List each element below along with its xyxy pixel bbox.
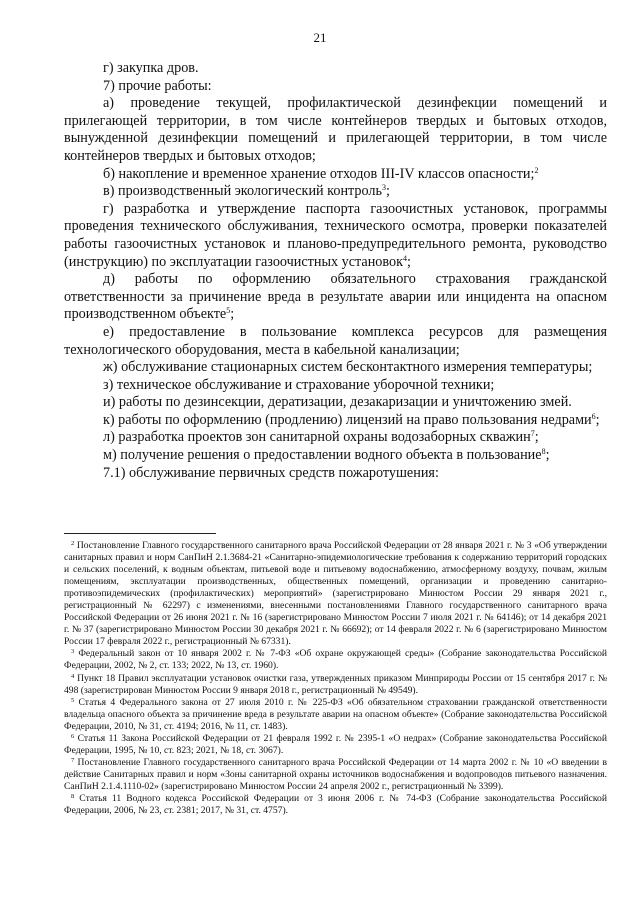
footnote-number: 8 <box>71 792 75 800</box>
footnote-number: 3 <box>71 648 75 656</box>
paragraph-item-k: к) работы по оформлению (продлению) лицензий на право пользования недрами$^6$; <box>103 411 600 428</box>
paragraph-item-v: в) производственный экологический контроль$^3$; <box>103 183 390 200</box>
paragraph-item-zh: ж) обслуживание стационарных систем бесконтактного измерения температуры; <box>103 359 593 376</box>
page-number: 21 <box>313 30 327 45</box>
footnote-number: 6 <box>71 732 75 740</box>
footnote-ref: 3 <box>381 183 386 193</box>
paragraph-item-m: м) получение решения о предоставлении водного объекта в пользование$^8$; <box>103 447 550 464</box>
footnote-item: $^8$ Статья 11 Водного кодекса Российской Федерации от 3 июня 2006 г. № 74-ФЗ (Собрание законодательства Российской Федерации, 2006, № 23, ст. 2381; 2017, № 31, ст. 4757). <box>64 792 607 817</box>
footnote-ref: 5 <box>226 306 231 316</box>
paragraph-item-z: з) техническое обслуживание и страхование уборочной техники; <box>103 376 495 393</box>
footnote-item: $^7$ Постановление Главного государственного санитарного врача Российской Федерации от 14 марта 2002 г. № 10 «О введении в действие Санитарных правил и норм «Зоны санитарной охраны источников водоснабжения и водопроводов питьевого назначения. СанПиН 2.1.4.1110-02» (зарегистрировано Минюстом России 24 апреля 2002 г., регистрационный № 3399). <box>64 756 607 792</box>
footnotes <box>64 540 607 817</box>
footnote-item: $^6$ Статья 11 Закона Российской Федерации от 21 февраля 1992 г. № 2395-1 «О недрах» (Собрание законодательства Российской Федерации, 1995, № 10, ст. 823; 2021, № 18, ст. 3067). <box>64 732 607 756</box>
footnote-item: $^3$ Федеральный закон от 10 января 2002 г. № 7-ФЗ «Об охране окружающей среды» (Собрание законодательства Российской Федерации, 2002, № 2, ст. 133; 2022, № 13, ст. 1960). <box>64 648 607 672</box>
footnote-ref: 4 <box>402 253 407 263</box>
paragraph-item-e: е) предоставление в пользование комплекса ресурсов для размещения технологического оборудования, места в кабельной канализации; <box>64 323 607 358</box>
footnote-number: 5 <box>71 696 75 704</box>
footnote-ref: 6 <box>591 411 596 421</box>
footnote-number: 2 <box>71 540 75 547</box>
paragraph-item-l: л) разработка проектов зон санитарной охраны водозаборных скважин$^7$; <box>103 429 539 446</box>
footnote-ref: 7 <box>530 429 535 439</box>
body-text <box>64 60 607 482</box>
paragraph-item-g2: г) разработка и утверждение паспорта газоочистных установок, программы проведения технического обслуживания, технического осмотра, проверки показателей работы газоочистных установок и планово-предупредительного ремонта, руководство (инструкцию) по эксплуатации газоочистных установок$^4$; <box>64 200 607 270</box>
footnote-divider <box>64 533 216 534</box>
paragraph-item-g: г) закупка дров. <box>103 60 199 76</box>
footnote-item: $^4$ Пункт 18 Правил эксплуатации установок очистки газа, утвержденных приказом Минприроды России от 15 сентября 2017 г. № 498 (зарегистрирован Минюстом России 9 января 2018 г., регистрационный № 49549). <box>64 672 607 696</box>
paragraph-item-7-1: 7.1) обслуживание первичных средств пожаротушения: <box>103 464 439 481</box>
footnote-number: 7 <box>71 756 75 764</box>
paragraph-item-i: и) работы по дезинсекции, дератизации, дезакаризации и уничтожению змей. <box>103 394 572 411</box>
footnote-ref: 8 <box>541 447 546 457</box>
footnote-item: $^2$ Постановление Главного государственного санитарного врача Российской Федерации от 28 января 2021 г. № 3 «Об утверждении санитарных правил и норм СанПиН 2.1.3684-21 «Санитарно-эпидемиологические требования к содержанию территорий городских и сельских поселений, к водным объектам, питьевой воде и питьевому водоснабжению, атмосферному воздуху, почвам, жилым помещениям, эксплуатации производственных, общественных помещений, организации и проведению санитарно-противоэпидемических (профилактических) мероприятий» (зарегистрировано Минюстом России 29 января 2021 г., регистрационный № 62297) с изменениями, внесенными постановлениями Главного государственного санитарного врача Российской Федерации от 26 июня 2021 г. № 16 (зарегистрировано Минюстом России 7 июля 2021 г. № 64146); от 14 декабря 2021 г. № 37 (зарегистрировано Минюстом России 30 декабря 2021 г. № 66692); от 14 февраля 2022 г. № 6 (зарегистрировано Минюстом России 17 февраля 2022 г., регистрационный № 67331). <box>64 540 607 648</box>
paragraph-item-a: а) проведение текущей, профилактической дезинфекции помещений и прилегающей территории, в том числе контейнеров твердых и бытовых отходов, вынужденной дезинфекции помещений и прилегающей территории, в том числе контейнеров твердых и бытовых отходов; <box>64 95 607 164</box>
paragraph-item-b: б) накопление и временное хранение отходов III-IV классов опасности;$^2$ <box>103 165 539 182</box>
footnote-item: $^5$ Статья 4 Федерального закона от 27 июля 2010 г. № 225-ФЗ «Об обязательном страховании гражданской ответственности владельца опасного объекта за причинение вреда в результате аварии на опасном объекте» (Собрание законодательства Российской Федерации, 2010, № 31, ст. 4194; 2016, № 11, ст. 1483). <box>64 696 607 732</box>
paragraph-item-d: д) работы по оформлению обязательного страхования гражданской ответственности за причинение вреда в результате аварии или инцидента на опасном производственном объекте$^5$; <box>64 271 607 323</box>
paragraph-item-7: 7) прочие работы: <box>103 77 212 94</box>
footnote-ref: 2 <box>534 165 539 175</box>
footnote-number: 4 <box>71 672 75 680</box>
